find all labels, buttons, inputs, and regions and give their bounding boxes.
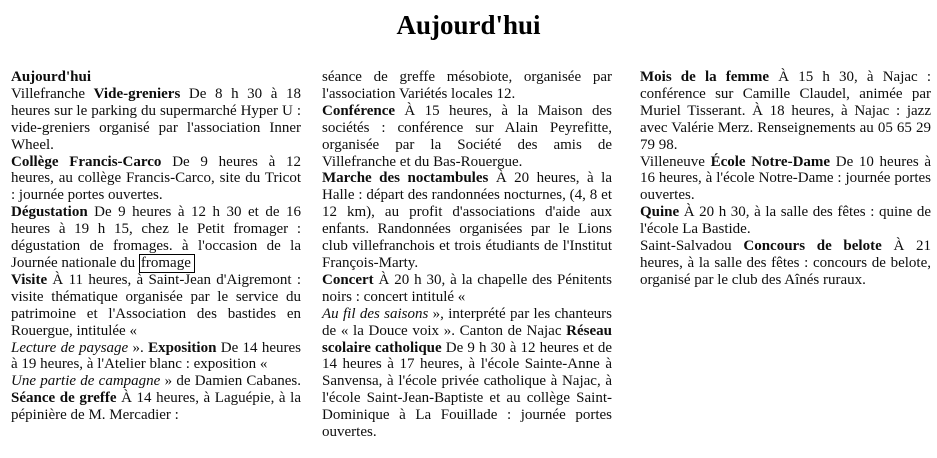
text-segment: De 9 h 30 à 12 heures et de 14 heures à 17 heures, à l'école Sainte-Anne à Sanvensa, à l'école privée catholique à Najac, à l'école Saint-Jean-Baptiste et au collège Saint-Dominique à La Fouillade : journée portes ouvertes. [322, 339, 613, 441]
text-segment: ». [128, 339, 149, 356]
entry-heading: Conférence [322, 102, 396, 119]
entry-heading: École Notre-Dame [710, 153, 831, 170]
paragraph [11, 340, 301, 374]
entry-heading: Collège Francis-Carco [11, 153, 162, 170]
entry-heading: Séance de greffe [11, 390, 117, 407]
entry-heading: Vide-greniers [93, 85, 181, 102]
highlighted-word-box[interactable]: fromage [139, 254, 195, 273]
paragraph [640, 154, 931, 205]
column-1 [11, 69, 301, 424]
entry-heading: Dégustation [11, 204, 88, 221]
paragraph [11, 373, 301, 424]
paragraph [322, 306, 612, 441]
paragraph [11, 86, 301, 154]
text-segment: De 14 heures à 19 heures, à l'Atelier blanc : exposition « [11, 339, 302, 373]
text-segment: À 11 heures, à Saint-Jean d'Aigremont : visite thématique organisée par le service du patrimoine et l'Association des bastides en Rouergue, intitulée « [11, 271, 301, 339]
paragraph [322, 170, 612, 271]
column-2 [322, 69, 612, 441]
text-segment: » de Damien Cabanes. [160, 373, 301, 390]
page-title: Aujourd'hui [396, 10, 541, 40]
text-segment: Au fil des saisons [322, 305, 429, 322]
text-segment: À 21 heures, à la salle des fêtes : concours de belote, organisé par le club des Aînés ruraux. [640, 238, 931, 288]
text-segment: Villefranche [11, 85, 94, 102]
entry-heading: Exposition [148, 339, 217, 356]
entry-heading: Aujourd'hui [11, 69, 92, 85]
paragraph [11, 154, 301, 205]
paragraph [640, 69, 931, 154]
paragraph [640, 238, 931, 289]
text-segment: À 14 heures, à Laguépie, à la pépinière de M. Mercadier : [11, 390, 301, 424]
text-segment: À 20 h 30, à la salle des fêtes : quine de l'école La Bastide. [640, 204, 931, 238]
paragraph [322, 103, 612, 171]
text-segment: À 15 heures, à la Maison des sociétés : conférence sur Alain Peyrefitte, organisée par la Société des amis de Villefranche et du Bas-Rouergue. [322, 102, 612, 170]
text-segment: Une partie de campagne [11, 373, 161, 390]
text-segment: De 9 heures à 12 h 30 et de 16 heures à 19 h 15, chez le Petit fromager : dégustation de fromages. à l'occasion de la Journée nationale du [11, 204, 301, 271]
paragraph [11, 69, 301, 86]
text-segment: », interprété par les chanteurs de « la Douce voix ». Canton de Najac [322, 305, 612, 339]
entry-heading: Marche des noctambules [322, 170, 489, 187]
entry-heading: Visite [11, 271, 48, 288]
text-segment: À 20 heures, à la Halle : départ des randonnées nocturnes, (4, 8 et 12 km), au profit d'associations d'aide aux enfants. Randonnées organisées par le Lions club villefranchois et trois étudiants de l'Institut François-Marty. [322, 170, 612, 271]
text-segment: Lecture de paysage [11, 339, 129, 356]
text-segment: Villeneuve [640, 153, 711, 170]
paragraph [640, 204, 931, 238]
text-segment: De 9 heures à 12 heures, au collège Francis-Carco, site du Tricot : journée portes ouvertes. [11, 153, 301, 204]
text-segment: De 10 heures à 16 heures, à l'école Notre-Dame : journée portes ouvertes. [640, 153, 931, 204]
paragraph [322, 272, 612, 306]
text-segment: Saint-Salvadou [640, 238, 744, 255]
text-segment: À 20 h 30, à la chapelle des Pénitents noirs : concert intitulé « [322, 271, 612, 305]
entry-heading: Concert [322, 271, 374, 288]
text-segment: À 15 h 30, à Najac : conférence sur Camille Claudel, animée par Muriel Tisserant. À 18 heures, à Najac : jazz avec Valérie Merz. Renseignements au 05 65 29 79 98. [640, 69, 931, 153]
paragraph [322, 69, 612, 103]
column-3 [640, 69, 931, 289]
text-segment: De 8 h 30 à 18 heures sur le parking du supermarché Hyper U : vide-greniers organisé par l'association Inner Wheel. [11, 85, 301, 153]
text-segment: séance de greffe mésobiote, organisée par l'association Variétés locales 12. [322, 69, 612, 102]
entry-heading: Réseau scolaire catholique [322, 322, 612, 356]
paragraph [11, 204, 301, 272]
entry-heading: Quine [640, 204, 680, 221]
entry-heading: Mois de la femme [640, 69, 770, 85]
entry-heading: Concours de belote [743, 238, 882, 255]
paragraph [11, 272, 301, 340]
